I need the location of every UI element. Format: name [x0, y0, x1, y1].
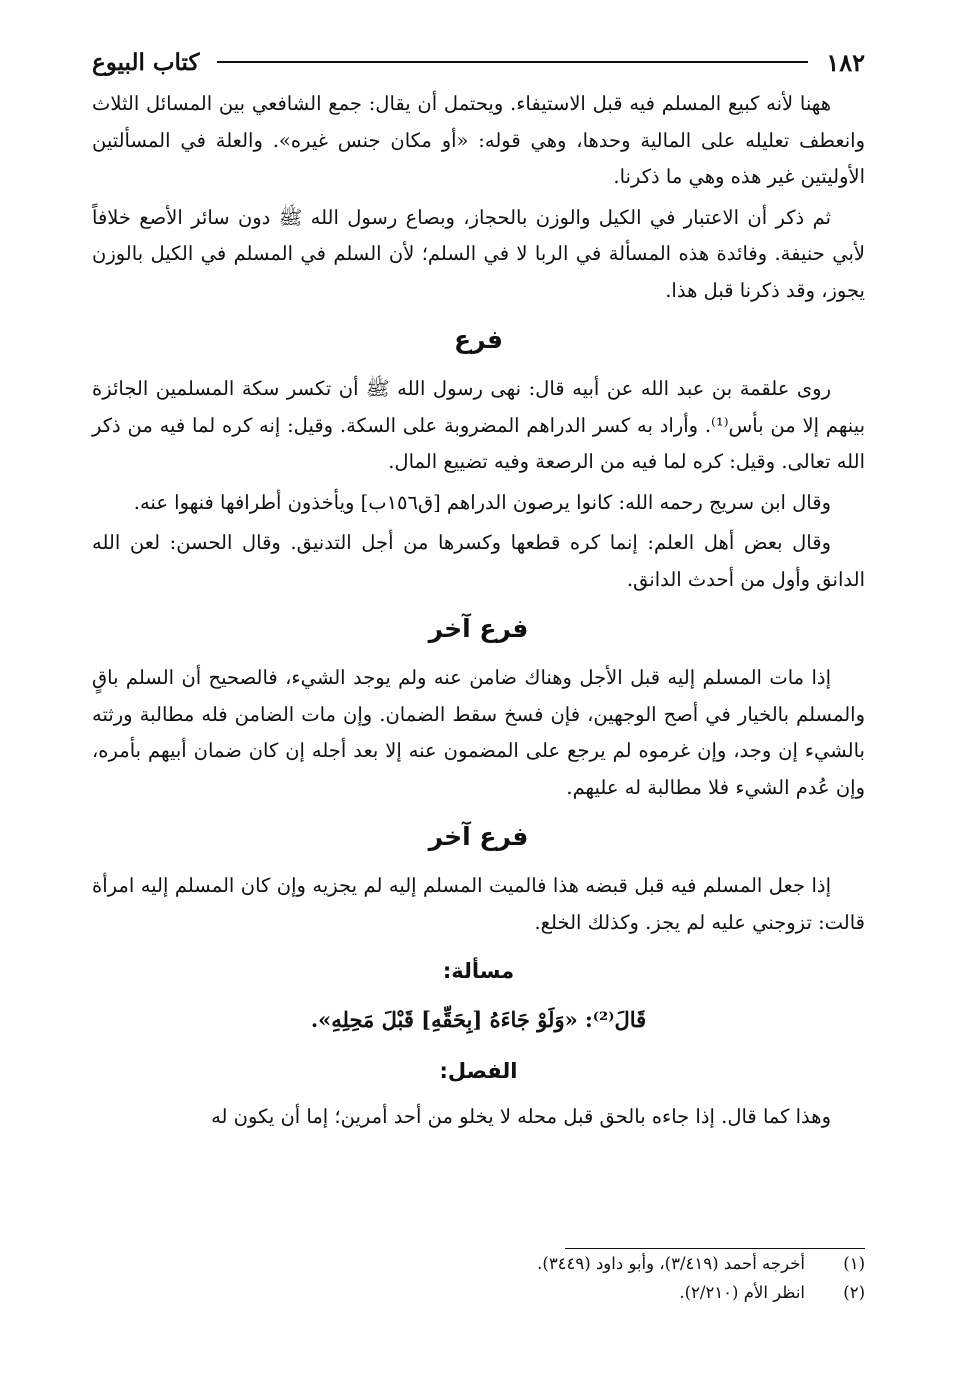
section-heading: فرع آخر — [428, 822, 529, 851]
quoted-text: قَالَ⁽²⁾: «وَلَوْ جَاءَهُ [بِحَقِّهِ] قَبْلَ مَحِلِهِ». — [310, 1007, 647, 1032]
section-heading: فرع — [454, 325, 503, 354]
paragraph: وقال ابن سريج رحمه الله: كانوا يرصون الدراهم [ق١٥٦ب] ويأخذون أطرافها فنهوا عنه. — [133, 490, 831, 514]
page-body — [92, 86, 865, 1140]
paragraph: وهذا كما قال. إذا جاءه بالحق قبل محله لا يخلو من أحد أمرين؛ إما أن يكون له — [211, 1105, 831, 1128]
page-number: ١٨٢ — [826, 47, 865, 77]
footnote-text: انظر الأم (٢/٢١٠). — [679, 1283, 805, 1302]
footnotes — [92, 1248, 865, 1307]
header-divider — [217, 61, 808, 63]
paragraph: روى علقمة بن عبد الله عن أبيه قال: نهى رسول الله ﷺ أن تكسر سكة المسلمين الجائزة بينهم إلا من بأس⁽¹⁾. وأراد به كسر الدراهم المضروبة على السكة. وقيل: إنه كره لما فيه من ذكر الله تعالى. وقيل: كره لما فيه من الرصعة وفيه تضييع المال. — [92, 377, 866, 473]
paragraph: ثم ذكر أن الاعتبار في الكيل والوزن بالحجاز، وبصاع رسول الله ﷺ دون سائر الأصع خلافاً لأبي حنيفة. وفائدة هذه المسألة في الربا لا في السلم؛ لأن السلم في المسلم في الكيل بالوزن يجوز، وقد ذكرنا قبل هذا. — [92, 205, 865, 302]
footnote — [92, 1278, 865, 1307]
chapter-subheading: الفصل: — [439, 1059, 518, 1083]
footnote-number: (١) — [843, 1254, 865, 1273]
footnote-number: (٢) — [843, 1283, 865, 1302]
section-heading: فرع آخر — [428, 614, 529, 643]
page-header — [92, 42, 865, 82]
footnote-text: أخرجه أحمد (٣/٤١٩)، وأبو داود (٣٤٤٩). — [537, 1254, 805, 1273]
paragraph: وقال بعض أهل العلم: إنما كره قطعها وكسرها من أجل التدنيق. وقال الحسن: لعن الله الدانق وأول من أحدث الدانق. — [92, 531, 865, 591]
paragraph: إذا جعل المسلم فيه قبل قبضه هذا فالميت المسلم إليه لم يجزيه وإن كان المسلم إليه امرأة قالت: تزوجني عليه لم يجز. وكذلك الخلع. — [92, 874, 865, 934]
issue-heading: مسألة: — [442, 959, 515, 983]
book-title: كتاب البيوع — [92, 48, 200, 76]
paragraph: إذا مات المسلم إليه قبل الأجل وهناك ضامن عنه ولم يوجد الشيء، فالصحيح أن السلم باقٍ والمسلم بالخيار في أصح الوجهين، فإن فسخ سقط الضمان. وإن مات الضامن فله مطالبة ورثته بالشيء إن وجد، وإن غرموه لم يرجع على المضمون عنه إلا بعد أجله إن كان ضمان أبيهم بأمره، وإن عُدم الشيء فلا مطالبة له عليهم. — [92, 666, 865, 799]
paragraph: ههنا لأنه كبيع المسلم فيه قبل الاستيفاء. ويحتمل أن يقال: جمع الشافعي بين المسائل الثلاث وانعطف تعليله على المالية وحدها، وهي قوله: «أو مكان جنس غيره». والعلة في المسألتين الأوليتين غير هذه وهي ما ذكرنا. — [92, 92, 865, 188]
footnote — [92, 1249, 865, 1278]
